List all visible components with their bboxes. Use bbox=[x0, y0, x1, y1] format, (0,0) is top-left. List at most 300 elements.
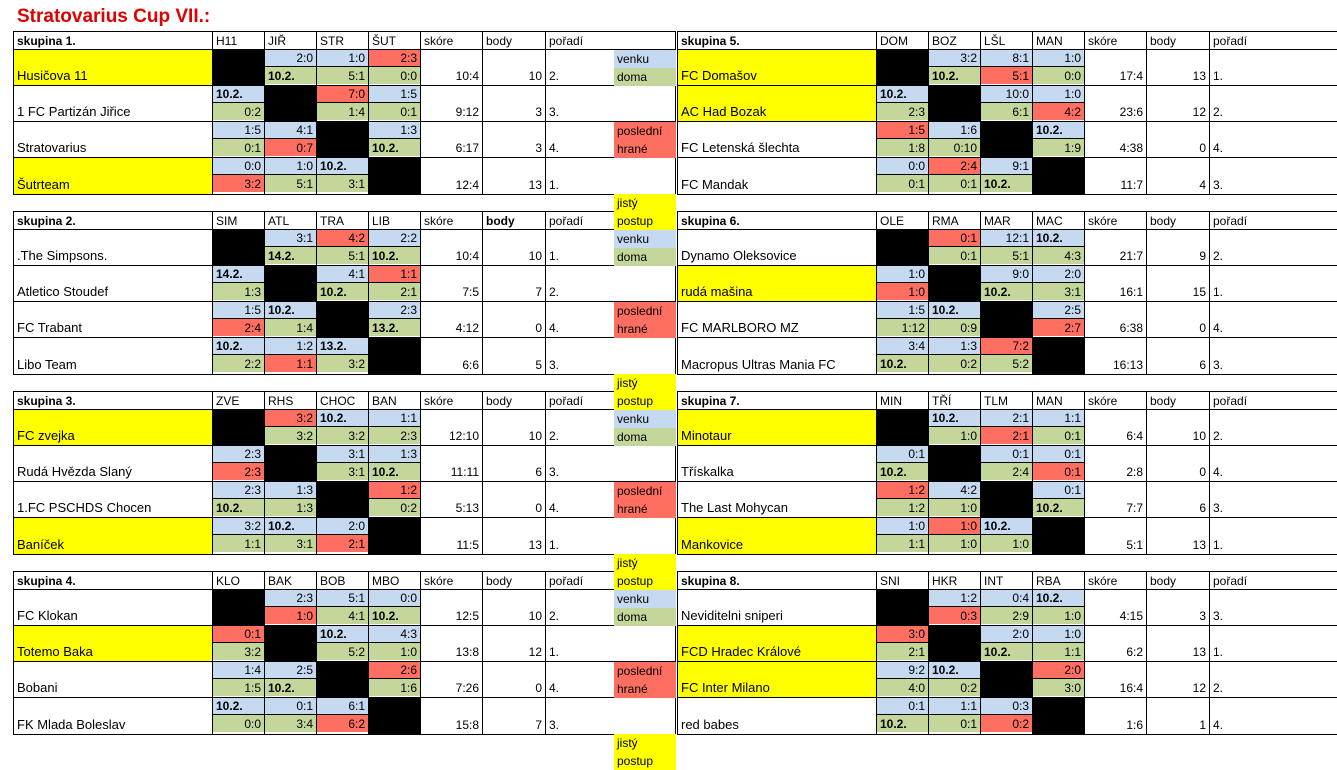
match-result-top: 0:1 bbox=[929, 230, 980, 247]
team-row bbox=[14, 698, 675, 734]
match-result-top: 4:2 bbox=[317, 230, 368, 247]
self-match-cell bbox=[981, 302, 1033, 337]
team-points: 15 bbox=[1147, 266, 1210, 301]
self-match-cell bbox=[317, 662, 369, 697]
column-header: TLM bbox=[981, 392, 1033, 409]
team-name: Mankovice bbox=[678, 518, 877, 554]
match-result-top: 0:0 bbox=[213, 158, 264, 175]
team-row bbox=[14, 50, 675, 86]
match-result-bottom: 10.2. bbox=[265, 67, 316, 84]
match-result-bottom: 1:12 bbox=[877, 319, 928, 336]
match-result-top: 1:1 bbox=[369, 266, 420, 283]
match-result-top: 1:2 bbox=[265, 338, 316, 355]
team-row bbox=[678, 626, 1337, 662]
match-result-top: 1:0 bbox=[1033, 626, 1084, 643]
match-cell bbox=[213, 302, 265, 337]
team-score: 5:1 bbox=[1085, 518, 1147, 554]
team-name: The Last Mohycan bbox=[678, 482, 877, 517]
match-cell bbox=[213, 86, 265, 121]
match-result-top: 3:2 bbox=[929, 50, 980, 67]
group-table bbox=[13, 391, 676, 555]
self-match-cell bbox=[877, 50, 929, 85]
team-name: Šutrteam bbox=[14, 158, 213, 194]
match-result-top: 2:0 bbox=[981, 626, 1032, 643]
column-header-rank: pořadí bbox=[549, 33, 584, 48]
column-header-rank: pořadí bbox=[549, 573, 584, 588]
match-result-top: 3:1 bbox=[265, 230, 316, 247]
match-result-top: 2:6 bbox=[369, 662, 420, 679]
team-score: 1:6 bbox=[1085, 698, 1147, 734]
team-rank: 3. bbox=[1213, 501, 1224, 515]
team-points: 13 bbox=[1147, 518, 1210, 554]
team-row bbox=[678, 338, 1337, 374]
match-result-bottom: 5:1 bbox=[265, 175, 316, 192]
team-row bbox=[678, 86, 1337, 122]
team-name: Totemo Baka bbox=[14, 626, 213, 661]
team-points: 13 bbox=[483, 158, 546, 194]
match-cell bbox=[1033, 86, 1085, 121]
match-cell bbox=[981, 266, 1033, 301]
match-result-top: 2:5 bbox=[265, 662, 316, 679]
match-result-bottom: 0:1 bbox=[213, 139, 264, 156]
match-cell bbox=[929, 302, 981, 337]
match-cell bbox=[877, 158, 929, 194]
match-cell bbox=[317, 518, 369, 554]
match-cell bbox=[369, 302, 421, 337]
self-match-cell bbox=[929, 446, 981, 481]
match-cell bbox=[369, 266, 421, 301]
match-result-bottom: 5:2 bbox=[317, 643, 368, 660]
match-result-top: 0:1 bbox=[877, 698, 928, 715]
match-result-bottom: 3:1 bbox=[317, 175, 368, 192]
match-result-top: 12:1 bbox=[981, 230, 1032, 247]
team-score: 12:10 bbox=[421, 410, 483, 445]
team-points: 10 bbox=[483, 590, 546, 625]
team-score: 7:26 bbox=[421, 662, 483, 697]
match-result-bottom: 0:9 bbox=[929, 319, 980, 336]
match-result-bottom: 3:2 bbox=[317, 355, 368, 372]
team-name: Rudá Hvězda Slaný bbox=[14, 446, 213, 481]
match-cell bbox=[929, 482, 981, 517]
team-points: 0 bbox=[1147, 122, 1210, 157]
column-header-rank: pořadí bbox=[1213, 33, 1248, 48]
column-header-points: body bbox=[1147, 32, 1210, 49]
self-match-cell bbox=[1033, 158, 1085, 194]
self-match-cell bbox=[317, 482, 369, 517]
match-result-bottom: 10.2. bbox=[877, 355, 928, 372]
match-result-bottom: 1:1 bbox=[877, 535, 928, 552]
team-name: red babes bbox=[678, 698, 877, 734]
match-result-bottom: 3:2 bbox=[213, 175, 264, 192]
match-result-bottom: 10.2. bbox=[317, 283, 368, 300]
legend-hrane: hrané bbox=[614, 320, 676, 338]
group-table bbox=[677, 211, 1337, 375]
team-score: 6:6 bbox=[421, 338, 483, 374]
match-cell bbox=[981, 518, 1033, 554]
self-match-cell bbox=[981, 122, 1033, 157]
team-row bbox=[678, 446, 1337, 482]
team-rank: 2. bbox=[1213, 249, 1224, 263]
match-result-bottom: 0:2 bbox=[981, 715, 1032, 732]
match-result-bottom: 10.2. bbox=[213, 499, 264, 516]
legend-hrane: hrané bbox=[614, 140, 676, 158]
match-cell bbox=[877, 626, 929, 661]
match-result-bottom: 1:0 bbox=[1033, 607, 1084, 624]
match-result-top: 3:2 bbox=[265, 410, 316, 427]
legend-spacer bbox=[614, 338, 676, 356]
match-result-bottom: 2:1 bbox=[317, 535, 368, 552]
match-cell bbox=[1033, 122, 1085, 157]
team-name: FC Trabant bbox=[14, 302, 213, 337]
match-result-bottom: 10.2. bbox=[981, 643, 1032, 660]
team-row bbox=[678, 662, 1337, 698]
legend-doma: doma bbox=[614, 248, 676, 266]
match-result-top: 4:3 bbox=[369, 626, 420, 643]
match-result-top: 10.2. bbox=[877, 86, 928, 103]
legend-spacer bbox=[614, 698, 676, 716]
match-result-top: 10.2. bbox=[929, 662, 980, 679]
team-row bbox=[678, 698, 1337, 734]
match-cell bbox=[929, 230, 981, 265]
match-result-top: 4:1 bbox=[265, 122, 316, 139]
match-cell bbox=[265, 302, 317, 337]
match-cell bbox=[317, 230, 369, 265]
self-match-cell bbox=[317, 302, 369, 337]
team-row bbox=[14, 626, 675, 662]
match-cell bbox=[877, 338, 929, 374]
team-rank: 3. bbox=[549, 105, 560, 119]
match-result-bottom: 3:1 bbox=[317, 463, 368, 480]
column-header: DOM bbox=[877, 32, 929, 49]
match-cell bbox=[213, 626, 265, 661]
match-result-bottom: 3:2 bbox=[213, 643, 264, 660]
match-result-bottom: 10.2. bbox=[877, 463, 928, 480]
match-result-bottom: 2:4 bbox=[213, 319, 264, 336]
match-cell bbox=[317, 158, 369, 194]
match-result-top: 7:2 bbox=[981, 338, 1032, 355]
match-result-bottom: 1:5 bbox=[213, 679, 264, 696]
self-match-cell bbox=[981, 662, 1033, 697]
match-result-bottom: 10.2. bbox=[369, 607, 420, 624]
legend-spacer bbox=[614, 104, 676, 122]
team-points: 9 bbox=[1147, 230, 1210, 265]
team-score: 11:5 bbox=[421, 518, 483, 554]
legend-postup: postup bbox=[614, 752, 676, 770]
match-result-top: 1:1 bbox=[369, 410, 420, 427]
team-score: 12:4 bbox=[421, 158, 483, 194]
legend-jisty: jistý bbox=[614, 554, 676, 572]
match-cell bbox=[981, 410, 1033, 445]
match-result-top: 1:2 bbox=[877, 482, 928, 499]
match-result-top: 10.2. bbox=[265, 302, 316, 319]
legend-posledni: poslední bbox=[614, 122, 676, 140]
match-result-top: 3:4 bbox=[877, 338, 928, 355]
team-score: 15:8 bbox=[421, 698, 483, 734]
group-header-row bbox=[14, 32, 675, 50]
team-rank: 2. bbox=[549, 285, 560, 299]
team-points: 13 bbox=[1147, 626, 1210, 661]
legend bbox=[614, 410, 676, 590]
match-result-top: 2:2 bbox=[369, 230, 420, 247]
team-points: 3 bbox=[1147, 590, 1210, 625]
match-result-top: 0:1 bbox=[877, 446, 928, 463]
match-result-top: 1:3 bbox=[929, 338, 980, 355]
match-cell bbox=[981, 86, 1033, 121]
match-result-top: 1:0 bbox=[877, 518, 928, 535]
group-header-row bbox=[14, 392, 675, 410]
team-name: Dynamo Oleksovice bbox=[678, 230, 877, 265]
team-score: 16:13 bbox=[1085, 338, 1147, 374]
match-cell bbox=[369, 662, 421, 697]
team-points: 7 bbox=[483, 698, 546, 734]
team-rank: 3. bbox=[549, 718, 560, 732]
match-cell bbox=[981, 338, 1033, 374]
match-result-top: 9:2 bbox=[877, 662, 928, 679]
team-score: 13:8 bbox=[421, 626, 483, 661]
team-row bbox=[678, 518, 1337, 554]
match-cell bbox=[981, 50, 1033, 85]
page-title: Stratovarius Cup VII.: bbox=[17, 6, 211, 27]
match-result-bottom: 0:1 bbox=[929, 247, 980, 264]
match-result-bottom: 0:2 bbox=[213, 103, 264, 120]
column-header-score: skóre bbox=[1085, 32, 1147, 49]
team-score: 10:4 bbox=[421, 230, 483, 265]
match-result-bottom: 1:0 bbox=[929, 535, 980, 552]
self-match-cell bbox=[213, 410, 265, 445]
match-cell bbox=[1033, 50, 1085, 85]
match-result-top: 2:3 bbox=[369, 302, 420, 319]
match-result-bottom: 5:1 bbox=[981, 67, 1032, 84]
column-header: SNI bbox=[877, 572, 929, 589]
match-cell bbox=[1033, 302, 1085, 337]
group-name: skupina 2. bbox=[14, 212, 213, 229]
team-points: 10 bbox=[483, 410, 546, 445]
match-result-top: 4:2 bbox=[929, 482, 980, 499]
match-cell bbox=[317, 626, 369, 661]
self-match-cell bbox=[213, 230, 265, 265]
self-match-cell bbox=[265, 446, 317, 481]
legend-spacer bbox=[614, 716, 676, 734]
team-score: 4:12 bbox=[421, 302, 483, 337]
match-result-bottom: 1:0 bbox=[929, 427, 980, 444]
match-result-top: 0:0 bbox=[369, 590, 420, 607]
match-cell bbox=[369, 230, 421, 265]
match-result-top: 6:1 bbox=[317, 698, 368, 715]
match-result-top: 1:0 bbox=[877, 266, 928, 283]
match-cell bbox=[213, 338, 265, 374]
team-score: 17:4 bbox=[1085, 50, 1147, 85]
team-rank: 3. bbox=[1213, 178, 1224, 192]
match-cell bbox=[1033, 662, 1085, 697]
match-result-bottom: 2:3 bbox=[213, 463, 264, 480]
match-result-bottom: 0:0 bbox=[369, 67, 420, 84]
match-result-bottom: 1:4 bbox=[265, 319, 316, 336]
column-header: LIB bbox=[369, 212, 421, 229]
self-match-cell bbox=[265, 626, 317, 661]
match-cell bbox=[981, 698, 1033, 734]
legend-hrane: hrané bbox=[614, 680, 676, 698]
match-result-bottom: 4:3 bbox=[1033, 247, 1084, 264]
match-result-bottom: 10.2. bbox=[369, 463, 420, 480]
match-result-top: 9:1 bbox=[981, 158, 1032, 175]
column-header: MIN bbox=[877, 392, 929, 409]
match-result-top: 1:1 bbox=[929, 698, 980, 715]
match-cell bbox=[929, 410, 981, 445]
match-result-bottom: 1:8 bbox=[877, 139, 928, 156]
column-header: MBO bbox=[369, 572, 421, 589]
team-rank: 3. bbox=[549, 465, 560, 479]
column-header: RBA bbox=[1033, 572, 1085, 589]
match-result-bottom: 0:1 bbox=[929, 175, 980, 192]
match-cell bbox=[213, 482, 265, 517]
team-rank: 2. bbox=[1213, 105, 1224, 119]
team-name: Stratovarius bbox=[14, 122, 213, 157]
team-rank: 3. bbox=[1213, 358, 1224, 372]
match-result-top: 10.2. bbox=[265, 518, 316, 535]
team-rank: 2. bbox=[1213, 429, 1224, 443]
team-row bbox=[14, 338, 675, 374]
match-result-top: 0:0 bbox=[877, 158, 928, 175]
match-cell bbox=[369, 482, 421, 517]
match-cell bbox=[369, 86, 421, 121]
match-result-top: 1:1 bbox=[1033, 410, 1084, 427]
match-cell bbox=[265, 590, 317, 625]
match-cell bbox=[929, 338, 981, 374]
team-points: 0 bbox=[1147, 302, 1210, 337]
match-cell bbox=[317, 446, 369, 481]
match-result-top: 3:2 bbox=[213, 518, 264, 535]
match-cell bbox=[929, 50, 981, 85]
match-cell bbox=[369, 446, 421, 481]
team-name: Husičova 11 bbox=[14, 50, 213, 85]
team-points: 1 bbox=[1147, 698, 1210, 734]
team-name: FC Letenská šlechta bbox=[678, 122, 877, 157]
self-match-cell bbox=[265, 86, 317, 121]
match-result-bottom: 5:1 bbox=[981, 247, 1032, 264]
match-cell bbox=[929, 122, 981, 157]
column-header: BAK bbox=[265, 572, 317, 589]
self-match-cell bbox=[877, 410, 929, 445]
team-name: Atletico Stoudef bbox=[14, 266, 213, 301]
column-header-points: body bbox=[483, 212, 546, 229]
group-name: skupina 5. bbox=[678, 32, 877, 49]
match-result-top: 7:0 bbox=[317, 86, 368, 103]
team-name: Baníček bbox=[14, 518, 213, 554]
match-result-bottom: 10.2. bbox=[877, 715, 928, 732]
match-result-bottom: 0:0 bbox=[213, 715, 264, 732]
team-name: FC zvejka bbox=[14, 410, 213, 445]
team-row bbox=[14, 662, 675, 698]
column-header-points: body bbox=[483, 392, 546, 409]
legend-spacer bbox=[614, 86, 676, 104]
match-cell bbox=[369, 122, 421, 157]
match-result-top: 10.2. bbox=[317, 626, 368, 643]
team-name: Macropus Ultras Mania FC bbox=[678, 338, 877, 374]
match-cell bbox=[981, 158, 1033, 194]
match-result-top: 1:5 bbox=[213, 122, 264, 139]
column-header: RMA bbox=[929, 212, 981, 229]
match-result-top: 1:0 bbox=[317, 50, 368, 67]
match-cell bbox=[877, 302, 929, 337]
team-score: 12:5 bbox=[421, 590, 483, 625]
match-result-bottom: 1:0 bbox=[369, 643, 420, 660]
team-score: 4:15 bbox=[1085, 590, 1147, 625]
match-result-top: 2:3 bbox=[265, 590, 316, 607]
column-header-rank: pořadí bbox=[1213, 573, 1248, 588]
column-header: SIM bbox=[213, 212, 265, 229]
team-score: 6:38 bbox=[1085, 302, 1147, 337]
team-score: 16:1 bbox=[1085, 266, 1147, 301]
match-result-bottom: 3:1 bbox=[265, 535, 316, 552]
column-header-score: skóre bbox=[421, 212, 483, 229]
match-result-bottom: 4:1 bbox=[317, 607, 368, 624]
match-result-bottom: 10.2. bbox=[929, 67, 980, 84]
match-cell bbox=[317, 698, 369, 734]
match-cell bbox=[213, 266, 265, 301]
match-cell bbox=[1033, 482, 1085, 517]
team-row bbox=[14, 122, 675, 158]
match-result-top: 1:0 bbox=[1033, 86, 1084, 103]
match-result-top: 9:0 bbox=[981, 266, 1032, 283]
team-name: FK Mlada Boleslav bbox=[14, 698, 213, 734]
group-table bbox=[677, 391, 1337, 555]
match-result-top: 10.2. bbox=[213, 698, 264, 715]
match-result-bottom: 6:1 bbox=[981, 103, 1032, 120]
match-cell bbox=[877, 446, 929, 481]
column-header: INT bbox=[981, 572, 1033, 589]
match-result-bottom: 4:2 bbox=[1033, 103, 1084, 120]
group-header-row bbox=[14, 572, 675, 590]
match-cell bbox=[369, 626, 421, 661]
legend bbox=[614, 230, 676, 410]
team-score: 5:13 bbox=[421, 482, 483, 517]
match-result-top: 1:5 bbox=[877, 122, 928, 139]
match-cell bbox=[369, 590, 421, 625]
match-result-bottom: 1:1 bbox=[1033, 643, 1084, 660]
legend-venku: venku bbox=[614, 410, 676, 428]
legend-spacer bbox=[614, 158, 676, 176]
team-score: 10:4 bbox=[421, 50, 483, 85]
team-rank: 4. bbox=[1213, 718, 1224, 732]
column-header: HKR bbox=[929, 572, 981, 589]
group-header-row bbox=[678, 32, 1337, 50]
group-header-row bbox=[678, 392, 1337, 410]
match-cell bbox=[929, 590, 981, 625]
match-result-bottom: 10.2. bbox=[369, 139, 420, 156]
column-header: KLO bbox=[213, 572, 265, 589]
column-header-points: body bbox=[1147, 392, 1210, 409]
match-result-bottom: 1:0 bbox=[265, 607, 316, 624]
team-row bbox=[678, 410, 1337, 446]
match-result-bottom: 1:1 bbox=[213, 535, 264, 552]
match-result-top: 0:1 bbox=[1033, 446, 1084, 463]
team-name: Třískalka bbox=[678, 446, 877, 481]
match-result-bottom: 2:3 bbox=[877, 103, 928, 120]
match-result-top: 2:5 bbox=[1033, 302, 1084, 319]
match-cell bbox=[1033, 626, 1085, 661]
legend-venku: venku bbox=[614, 230, 676, 248]
match-result-bottom: 3:2 bbox=[317, 427, 368, 444]
team-name: AC Had Bozak bbox=[678, 86, 877, 121]
team-rank: 4. bbox=[1213, 141, 1224, 155]
match-cell bbox=[877, 662, 929, 697]
self-match-cell bbox=[369, 698, 421, 734]
match-result-bottom: 0:2 bbox=[929, 355, 980, 372]
match-result-bottom: 5:2 bbox=[981, 355, 1032, 372]
team-points: 6 bbox=[1147, 482, 1210, 517]
team-score: 7:7 bbox=[1085, 482, 1147, 517]
team-rank: 2. bbox=[549, 69, 560, 83]
